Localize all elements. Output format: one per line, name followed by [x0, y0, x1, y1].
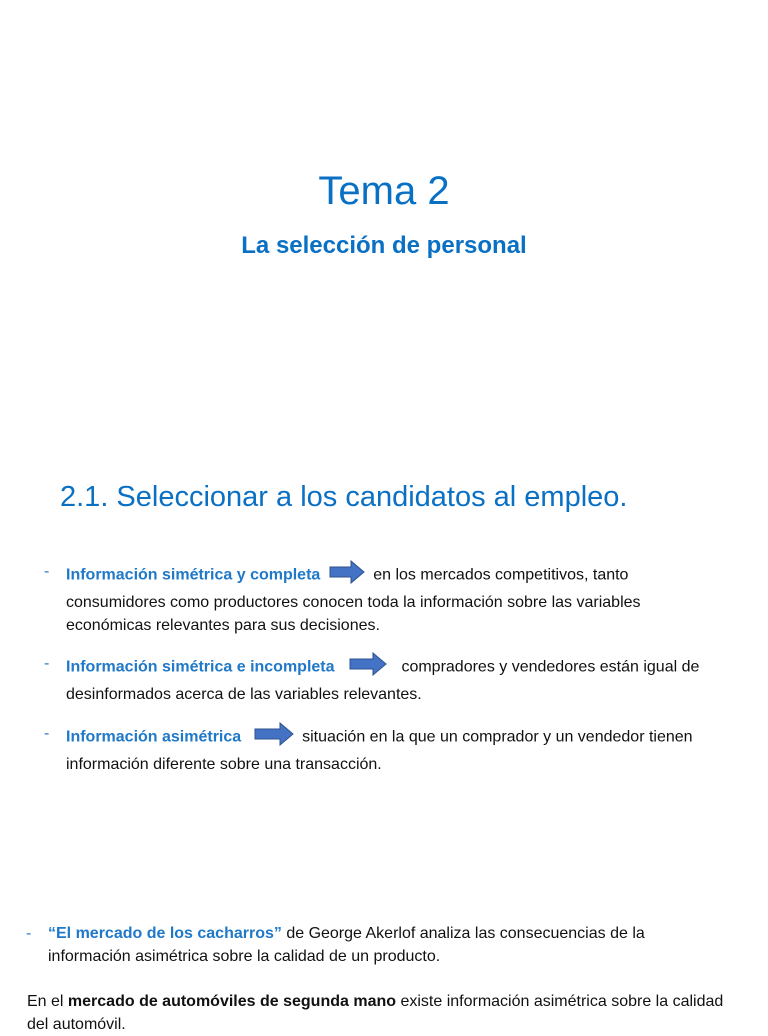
- section-heading: 2.1. Seleccionar a los candidatos al empleo.: [60, 481, 628, 513]
- right-arrow-icon: [349, 652, 387, 683]
- bullet-dash: -: [26, 925, 32, 942]
- right-arrow-icon: [329, 560, 365, 591]
- bullet-dash: -: [44, 563, 50, 580]
- bullet-lead: Información simétrica y completa: [66, 566, 321, 584]
- bullet-text: en los mercados competitivos, tanto consumidores como productores conocen toda la información sobre las variables económicas relevantes para sus decisiones.: [66, 566, 641, 634]
- akerlof-bullet: [26, 922, 726, 968]
- paragraph-prefix: En el: [27, 993, 68, 1010]
- paragraph-suffix: existe información asimétrica sobre la calidad del automóvil.: [27, 993, 724, 1033]
- bullet-text: compradores y vendedores están igual de desinformados acerca de las variables relevantes.: [66, 658, 700, 703]
- akerlof-quote: “El mercado de los cacharros”: [48, 925, 282, 942]
- bullet-item-symmetric-incomplete: [40, 652, 720, 706]
- used-car-paragraph: [27, 990, 747, 1036]
- bullet-item-asymmetric: [40, 722, 720, 776]
- bullet-lead: Información asimétrica: [66, 728, 242, 746]
- bullet-item-symmetric-complete: [40, 560, 720, 637]
- right-arrow-icon: [254, 722, 294, 753]
- bullet-dash: -: [44, 655, 50, 672]
- akerlof-text: de George Akerlof analiza las consecuencias de la información asimétrica sobre la calidad de un producto.: [48, 925, 645, 965]
- paragraph-bold: mercado de automóviles de segunda mano: [67, 993, 397, 1010]
- slide-subtitle: La selección de personal: [241, 232, 527, 259]
- bullet-lead: Información simétrica e incompleta: [66, 658, 335, 676]
- slide-title: Tema 2: [318, 169, 450, 213]
- bullet-text: situación en la que un comprador y un vendedor tienen información diferente sobre una transacción.: [66, 728, 693, 773]
- bullet-dash: -: [44, 725, 50, 742]
